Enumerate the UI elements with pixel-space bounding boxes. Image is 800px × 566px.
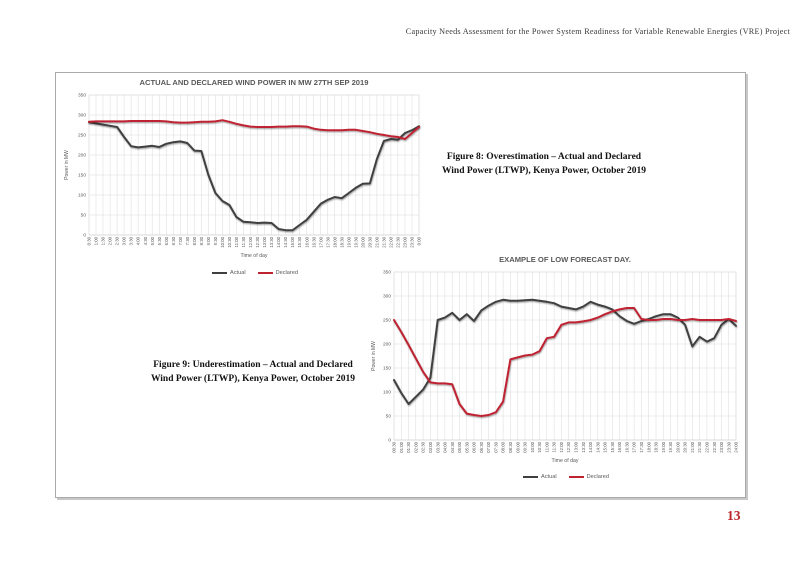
svg-text:16:00: 16:00	[304, 237, 310, 248]
svg-text:300: 300	[77, 113, 86, 119]
svg-text:02:00: 02:00	[413, 442, 419, 453]
svg-text:7:00: 7:00	[177, 237, 183, 246]
figure9-caption	[88, 359, 418, 387]
svg-text:20:00: 20:00	[675, 442, 681, 453]
svg-text:16:30: 16:30	[624, 442, 630, 453]
svg-text:9:30: 9:30	[213, 237, 218, 246]
figure9-plot	[368, 266, 740, 468]
svg-text:8:30: 8:30	[198, 237, 204, 246]
svg-text:19:00: 19:00	[346, 237, 352, 248]
svg-text:14:00: 14:00	[588, 442, 594, 453]
series-line-declared	[89, 120, 419, 139]
legend-swatch-declared	[569, 476, 584, 478]
legend-swatch-actual	[212, 272, 227, 274]
svg-text:9:00: 9:00	[206, 237, 211, 246]
svg-text:08:30: 08:30	[508, 442, 513, 453]
svg-text:3:00: 3:00	[121, 237, 127, 246]
svg-text:23:30: 23:30	[726, 442, 732, 453]
svg-text:21:00: 21:00	[374, 237, 380, 248]
svg-text:2:30: 2:30	[114, 237, 120, 246]
svg-text:07:00: 07:00	[486, 442, 492, 453]
svg-text:1:30: 1:30	[100, 237, 106, 246]
svg-text:Power in MW: Power in MW	[64, 150, 70, 180]
figure9-legend	[368, 474, 740, 480]
svg-text:100: 100	[382, 390, 391, 396]
svg-text:17:30: 17:30	[639, 442, 644, 453]
svg-text:06:00: 06:00	[471, 442, 477, 453]
content-frame	[55, 72, 746, 498]
svg-text:6:00: 6:00	[163, 237, 169, 246]
svg-text:04:30: 04:30	[449, 442, 455, 453]
svg-text:21:00: 21:00	[689, 442, 695, 453]
legend-swatch-declared	[258, 272, 273, 274]
svg-text:21:30: 21:30	[697, 442, 703, 453]
legend-item-actual	[212, 270, 246, 276]
svg-text:02:30: 02:30	[420, 442, 426, 453]
svg-text:22:00: 22:00	[388, 237, 394, 248]
svg-text:05:00: 05:00	[457, 442, 463, 453]
svg-text:23:30: 23:30	[409, 237, 415, 248]
svg-text:09:30: 09:30	[522, 442, 528, 453]
svg-text:17:00: 17:00	[631, 442, 637, 453]
svg-text:14:30: 14:30	[283, 237, 289, 248]
svg-text:15:30: 15:30	[297, 237, 303, 248]
svg-text:14:30: 14:30	[595, 442, 601, 453]
figure8-caption	[399, 151, 689, 179]
svg-text:20:30: 20:30	[682, 442, 688, 453]
series-line-actual	[394, 300, 736, 404]
series-line-actual	[89, 122, 419, 230]
svg-text:21:30: 21:30	[381, 237, 387, 248]
svg-text:10:30: 10:30	[537, 442, 543, 453]
legend-label: Declared	[586, 474, 609, 480]
svg-text:08:00: 08:00	[500, 442, 506, 453]
svg-text:11:30: 11:30	[551, 442, 557, 453]
svg-text:19:30: 19:30	[353, 237, 359, 248]
svg-text:100: 100	[77, 193, 86, 199]
svg-text:11:00: 11:00	[544, 442, 550, 453]
caption-line: Figure 9: Underestimation – Actual and Declared	[153, 360, 353, 370]
svg-text:18:00: 18:00	[646, 442, 652, 453]
svg-text:350: 350	[382, 270, 391, 276]
legend-item-declared	[569, 474, 609, 480]
figure8-plot	[61, 89, 423, 264]
svg-text:19:00: 19:00	[660, 442, 666, 453]
svg-text:1:00: 1:00	[93, 237, 99, 246]
legend-item-actual	[523, 474, 557, 480]
svg-text:11:00: 11:00	[234, 237, 239, 248]
svg-text:01:30: 01:30	[406, 442, 412, 453]
svg-text:17:00: 17:00	[318, 237, 324, 248]
svg-text:07:30: 07:30	[493, 442, 499, 453]
svg-text:15:00: 15:00	[290, 237, 296, 248]
svg-text:10:30: 10:30	[227, 237, 232, 248]
svg-text:06:30: 06:30	[478, 442, 484, 453]
svg-text:12:30: 12:30	[255, 237, 261, 248]
svg-text:20:00: 20:00	[360, 237, 366, 248]
svg-text:Time of day: Time of day	[240, 253, 268, 259]
svg-text:300: 300	[382, 294, 391, 300]
svg-text:24:00: 24:00	[733, 442, 739, 453]
svg-text:18:00: 18:00	[332, 237, 338, 248]
svg-text:13:30: 13:30	[269, 237, 275, 248]
svg-text:23:00: 23:00	[402, 237, 408, 248]
svg-text:0: 0	[83, 233, 86, 239]
svg-text:13:00: 13:00	[262, 237, 268, 248]
svg-text:01:00: 01:00	[398, 442, 404, 453]
page-number: 13	[727, 508, 741, 523]
svg-text:03:00: 03:00	[428, 442, 433, 453]
svg-text:22:30: 22:30	[711, 442, 717, 453]
caption-line: Wind Power (LTWP), Kenya Power, October 2019	[441, 165, 647, 176]
svg-text:150: 150	[77, 173, 86, 179]
svg-text:15:30: 15:30	[609, 442, 615, 453]
svg-text:50: 50	[80, 213, 86, 219]
svg-text:12:00: 12:00	[248, 237, 254, 248]
svg-text:0:30: 0:30	[86, 237, 92, 246]
svg-text:17:30: 17:30	[325, 237, 331, 248]
legend-label: Actual	[230, 270, 246, 276]
caption-line: Wind Power (LTWP), Kenya Power, October 2019	[150, 373, 356, 384]
svg-text:Time of day: Time of day	[551, 458, 579, 464]
svg-text:200: 200	[77, 153, 86, 159]
svg-text:03:30: 03:30	[435, 442, 441, 453]
svg-text:19:30: 19:30	[668, 442, 674, 453]
svg-text:04:00: 04:00	[442, 442, 448, 453]
svg-text:50: 50	[385, 414, 391, 420]
svg-text:0:00: 0:00	[416, 237, 422, 246]
svg-text:10:00: 10:00	[529, 442, 535, 453]
svg-text:22:30: 22:30	[395, 237, 401, 248]
svg-text:18:30: 18:30	[339, 237, 345, 248]
legend-item-declared	[258, 270, 298, 276]
figure8-chart	[61, 76, 423, 276]
caption-line: Figure 8: Overestimation – Actual and Declared	[446, 152, 642, 162]
svg-text:13:00: 13:00	[573, 442, 579, 453]
svg-text:5:00: 5:00	[149, 237, 155, 246]
svg-text:2:00: 2:00	[107, 237, 113, 246]
svg-text:10:00: 10:00	[220, 237, 225, 248]
legend-swatch-actual	[523, 476, 538, 478]
svg-text:200: 200	[382, 342, 391, 348]
svg-text:18:30: 18:30	[653, 442, 659, 453]
svg-text:Power in MW: Power in MW	[371, 341, 377, 371]
svg-text:20:30: 20:30	[367, 237, 373, 248]
svg-text:15:00: 15:00	[602, 442, 608, 453]
svg-text:14:00: 14:00	[276, 237, 282, 248]
svg-text:23:00: 23:00	[719, 442, 724, 453]
svg-text:4:30: 4:30	[142, 237, 148, 246]
svg-text:4:00: 4:00	[135, 237, 141, 246]
svg-text:7:30: 7:30	[184, 237, 190, 246]
svg-text:16:30: 16:30	[311, 237, 317, 248]
svg-text:11:30: 11:30	[241, 237, 247, 248]
figure9-chart-title: EXAMPLE OF LOW FORECAST DAY.	[499, 255, 631, 264]
legend-label: Declared	[275, 270, 298, 276]
svg-text:12:00: 12:00	[559, 442, 564, 453]
svg-text:0: 0	[388, 438, 391, 444]
svg-text:6:30: 6:30	[170, 237, 176, 246]
svg-text:00:30: 00:30	[391, 442, 397, 453]
svg-text:250: 250	[382, 318, 391, 324]
svg-text:09:00: 09:00	[515, 442, 521, 453]
running-header: Capacity Needs Assessment for the Power System Readiness for Variable Renewable Energies (VRE) Project	[405, 27, 790, 36]
svg-text:12:30: 12:30	[566, 442, 572, 453]
legend-label: Actual	[541, 474, 557, 480]
svg-text:350: 350	[77, 93, 86, 99]
svg-text:16:00: 16:00	[617, 442, 623, 453]
figure8-chart-title: ACTUAL AND DECLARED WIND POWER IN MW 27TH SEP 2019	[139, 78, 369, 87]
svg-text:13:30: 13:30	[580, 442, 586, 453]
svg-text:22:00: 22:00	[704, 442, 710, 453]
figure9-chart	[368, 253, 740, 480]
svg-text:250: 250	[77, 133, 86, 139]
svg-text:5:30: 5:30	[156, 237, 162, 246]
svg-text:8:00: 8:00	[191, 237, 197, 246]
svg-text:05:30: 05:30	[464, 442, 470, 453]
svg-text:3:30: 3:30	[128, 237, 134, 246]
svg-text:150: 150	[382, 366, 391, 372]
